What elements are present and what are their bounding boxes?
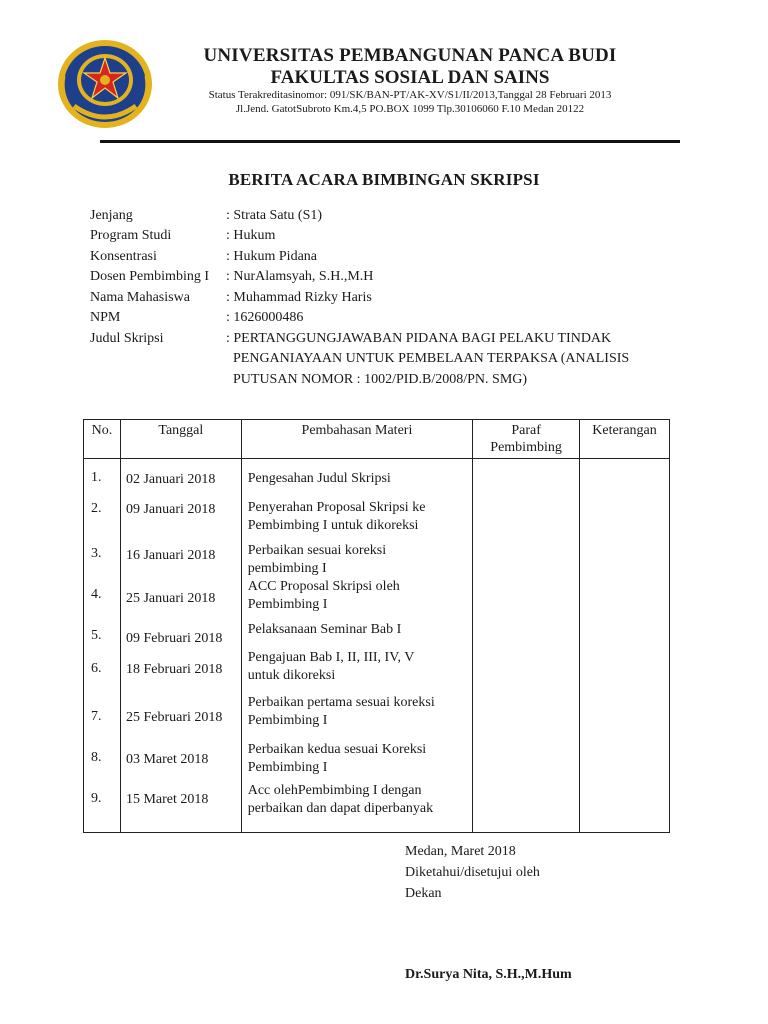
student-info [90,206,690,396]
info-label-prodi: Program Studi [90,228,172,243]
accreditation-status: Status Terakreditasinomor: 091/SK/BAN-PT/AK-XV/S1/II/2013,Tanggal 28 Februari 2013 [208,89,612,101]
header-materi: Pembahasan Materi [241,420,472,459]
row7-materi-line2: Pembimbing I [247,713,328,728]
row9-materi: Acc olehPembimbing I dengan [247,783,422,798]
row4-date: 25 Januari 2018 [125,591,216,606]
info-value-judul-line2: PENGANIAYAAN UNTUK PEMBELAAN TERPAKSA (ANALISIS [233,351,630,366]
info-value-jenjang: : Strata Satu (S1) [226,208,323,223]
row8-date: 03 Maret 2018 [125,752,209,767]
info-label-konsentrasi: Konsentrasi [90,249,157,264]
header-paraf-line1: Paraf [511,423,541,438]
row7-no: 7. [91,709,102,724]
row4-materi: ACC Proposal Skripsi oleh [247,579,400,594]
row5-no: 5. [91,628,102,643]
col-no [84,459,121,833]
header-no: No. [84,420,121,459]
row8-materi: Perbaikan kedua sesuai Koreksi [247,742,427,757]
header-divider [100,140,680,143]
info-value-konsentrasi: : Hukum Pidana [226,249,317,264]
faculty-name: FAKULTAS SOSIAL DAN SAINS [270,67,550,88]
info-value-prodi: : Hukum [226,228,276,243]
header-paraf-line2: Pembimbing [490,440,562,455]
info-value-npm: : 1626000486 [226,310,304,325]
row7-materi: Perbaikan pertama sesuai koreksi [247,695,435,710]
row2-date: 09 Januari 2018 [125,502,216,517]
col-paraf [473,459,580,833]
row1-date: 02 Januari 2018 [125,472,216,487]
info-value-judul: : PERTANGGUNGJAWABAN PIDANA BAGI PELAKU TINDAK [226,331,612,346]
row5-materi: Pelaksanaan Seminar Bab I [247,622,402,637]
row8-no: 8. [91,750,102,765]
row2-materi: Penyerahan Proposal Skripsi ke [247,500,426,515]
university-name: UNIVERSITAS PEMBANGUNAN PANCA BUDI [203,45,617,66]
header-paraf [473,420,580,459]
col-tanggal [120,459,241,833]
signature-place-date: Medan, Maret 2018 [405,844,516,859]
row2-no: 2. [91,501,102,516]
row9-materi-line2: perbaikan dan dapat diperbanyak [247,801,434,816]
row9-date: 15 Maret 2018 [125,792,209,807]
table-header-row [84,420,670,459]
signature-approval: Diketahui/disetujui oleh [405,865,540,880]
document-title: BERITA ACARA BIMBINGAN SKRIPSI [228,170,540,189]
row3-materi: Perbaikan sesuai koreksi [247,543,387,558]
info-value-nama: : Muhammad Rizky Haris [226,290,372,305]
info-label-jenjang: Jenjang [90,208,133,223]
row4-materi-line2: Pembimbing I [247,597,328,612]
info-label-nama: Nama Mahasiswa [90,290,190,305]
guidance-table [83,419,670,833]
table-body-row [84,459,670,833]
info-value-judul-line3: PUTUSAN NOMOR : 1002/PID.B/2008/PN. SMG) [233,372,528,387]
row5-date: 09 Februari 2018 [125,631,223,646]
signature-role: Dekan [405,886,442,901]
row3-no: 3. [91,546,102,561]
row3-materi-line2: pembimbing I [247,561,327,576]
info-label-npm: NPM [90,310,121,325]
row1-no: 1. [91,470,102,485]
info-value-dosen: : NurAlamsyah, S.H.,M.H [226,269,374,284]
row9-no: 9. [91,791,102,806]
row6-materi: Pengajuan Bab I, II, III, IV, V [247,650,415,665]
col-keterangan [580,459,670,833]
signer-name: Dr.Surya Nita, S.H.,M.Hum [405,967,572,982]
col-materi [241,459,472,833]
header-tanggal: Tanggal [120,420,241,459]
row7-date: 25 Februari 2018 [125,710,223,725]
row1-materi: Pengesahan Judul Skripsi [247,471,391,486]
header-keterangan: Keterangan [580,420,670,459]
row6-no: 6. [91,661,102,676]
row8-materi-line2: Pembimbing I [247,760,328,775]
info-label-judul: Judul Skripsi [90,331,164,346]
row4-no: 4. [91,587,102,602]
row6-date: 18 Februari 2018 [125,662,223,677]
address: Jl.Jend. GatotSubroto Km.4,5 PO.BOX 1099 Tlp.30106060 F.10 Medan 20122 [235,103,585,115]
university-logo [54,36,156,132]
row6-materi-line2: untuk dikoreksi [247,668,336,683]
info-label-dosen: Dosen Pembimbing I [90,269,209,284]
row2-materi-line2: Pembimbing I untuk dikoreksi [247,518,419,533]
row3-date: 16 Januari 2018 [125,548,216,563]
